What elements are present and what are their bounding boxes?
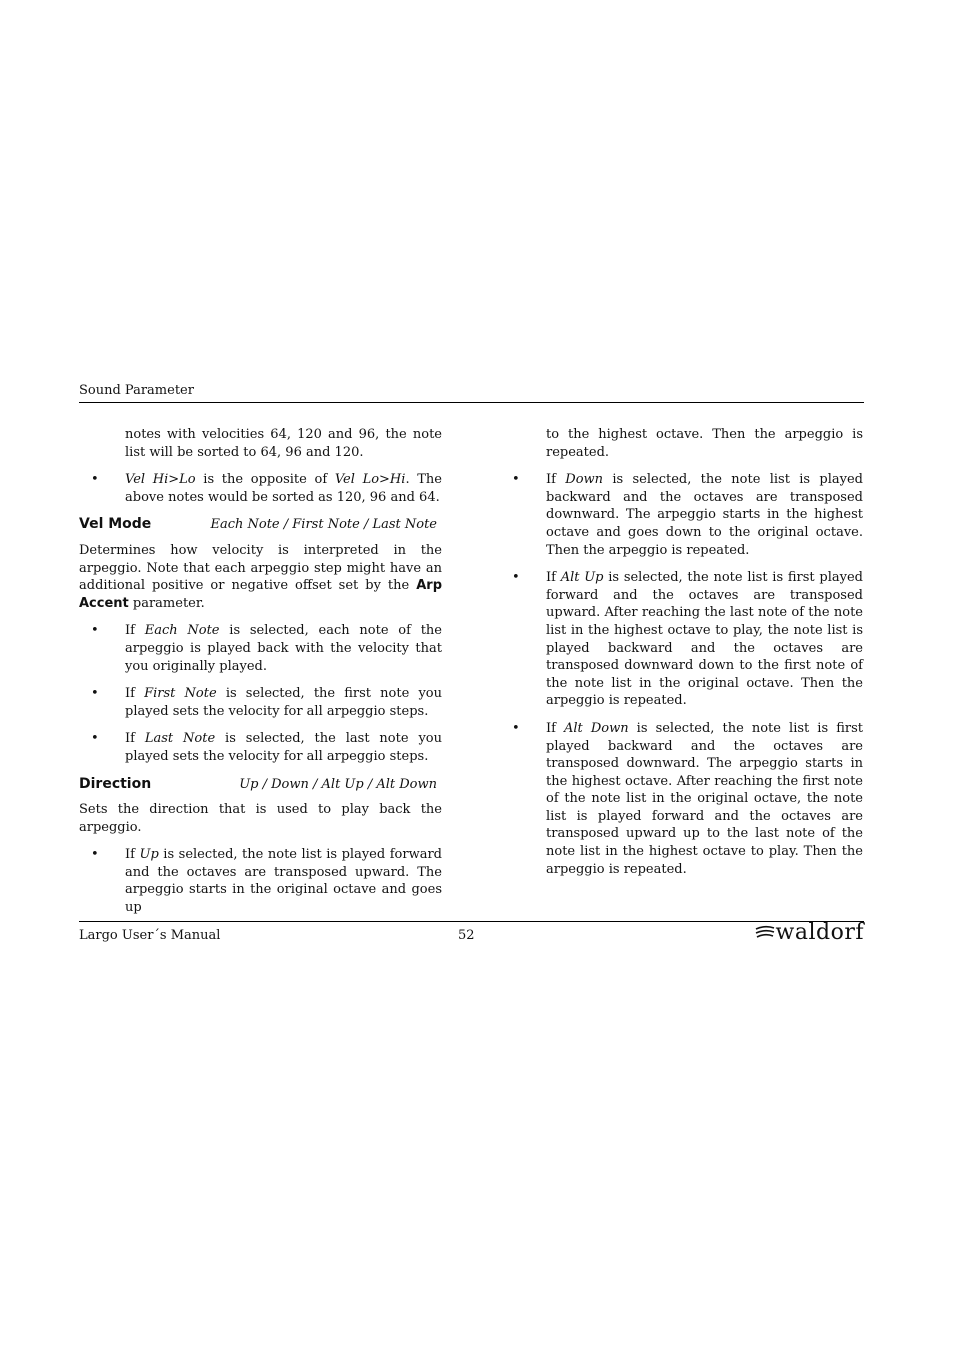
list-item: [512, 569, 863, 710]
text: If: [125, 623, 145, 639]
page-footer: [79, 921, 864, 948]
text: If: [546, 472, 566, 488]
bullet-marker: •: [512, 570, 520, 586]
term: Down: [565, 472, 604, 488]
bullet-marker: •: [512, 720, 520, 736]
page-header: [79, 382, 864, 403]
text: is the opposite of: [195, 472, 335, 488]
list-item: [512, 471, 863, 559]
text: is selected, the last note you played sets the velocity for all arpeggio steps.: [125, 731, 442, 764]
text: is selected, the first note you played sets the velocity for all arpeggio steps.: [125, 686, 442, 719]
waldorf-swoosh-icon: [754, 923, 776, 943]
left-column: [79, 426, 442, 927]
bullet-marker: •: [91, 847, 99, 863]
right-column: [500, 426, 863, 888]
param-values: Each Note / First Note / Last Note: [210, 517, 437, 533]
list-item: [91, 471, 442, 506]
text: If: [125, 731, 145, 747]
bullet-marker: •: [512, 472, 520, 488]
text: is selected, the note list is played backward and the octaves are transposed downward. The arpeggio starts in the highest octave and goes down to the original octave. Then the arpeggio is repeated.: [546, 472, 863, 558]
text: If: [125, 847, 140, 863]
param-description: [79, 542, 442, 612]
param-name: Vel Mode: [79, 516, 152, 533]
list-item: [91, 685, 442, 720]
bullet-marker: •: [91, 731, 99, 747]
text: If: [546, 720, 565, 736]
param-heading-vel-mode: [79, 516, 442, 534]
continued-paragraph: notes with velocities 64, 120 and 96, the note list will be sorted to 64, 96 and 120.: [125, 427, 442, 460]
text: parameter.: [128, 595, 205, 611]
term: Each Note: [144, 623, 220, 639]
text: is selected, each note of the arpeggio is played back with the velocity that you originally played.: [125, 623, 442, 674]
list-item: [91, 846, 442, 916]
term: Vel Hi>Lo: [125, 472, 196, 488]
text: If: [125, 686, 145, 702]
waldorf-logo: [754, 920, 864, 945]
text: Determines how velocity is interpreted in the arpeggio. Note that each arpeggio step might have an additional positive or negative offset set by the: [79, 542, 442, 594]
page-number: 52: [458, 928, 475, 943]
text: If: [546, 570, 561, 586]
text: is selected, the note list is first played backward and the octaves are transposed downward. The arpeggio starts in the highest octave. After reaching the first note of the note list in the original octave, the note list is played forward and the octaves are transposed upward up to the last note of the note list in the highest octave to play. Then the arpeggio is repeated.: [546, 720, 863, 877]
text: . The above notes would be sorted as 120, 96 and 64.: [125, 472, 442, 505]
list-item: [91, 622, 442, 675]
term: Up: [139, 847, 159, 863]
text: is selected, the note list is first played forward and the octaves are transposed upward. After reaching the last note of the note list in the highest octave to play, the note list is played backward and the octaves are transposed downward down to the first note of the note list in the original octave. Then the arpeggio is repeated.: [546, 570, 863, 709]
bullet-marker: •: [91, 623, 99, 639]
term: First Note: [144, 686, 217, 702]
list-item: [512, 720, 863, 878]
param-reference: Arp Accent: [79, 578, 442, 611]
manual-title: Largo User´s Manual: [79, 928, 221, 943]
bullet-marker: •: [91, 686, 99, 702]
param-description: Sets the direction that is used to play back the arpeggio.: [79, 802, 442, 835]
term: Alt Down: [564, 720, 629, 736]
text: is selected, the note list is played forward and the octaves are transposed upward. The arpeggio starts in the original octave and goes up: [125, 847, 442, 916]
param-values: Up / Down / Alt Up / Alt Down: [239, 776, 437, 792]
param-name: Direction: [79, 775, 152, 792]
bullet-marker: •: [91, 472, 99, 488]
term: Vel Lo>Hi: [334, 472, 406, 488]
list-item: [91, 730, 442, 765]
section-title: Sound Parameter: [79, 383, 194, 398]
continued-paragraph: to the highest octave. Then the arpeggio is repeated.: [546, 427, 863, 460]
term: Alt Up: [560, 570, 604, 586]
logo-text: waldorf: [775, 920, 864, 945]
term: Last Note: [144, 731, 216, 747]
param-heading-direction: [79, 776, 442, 794]
